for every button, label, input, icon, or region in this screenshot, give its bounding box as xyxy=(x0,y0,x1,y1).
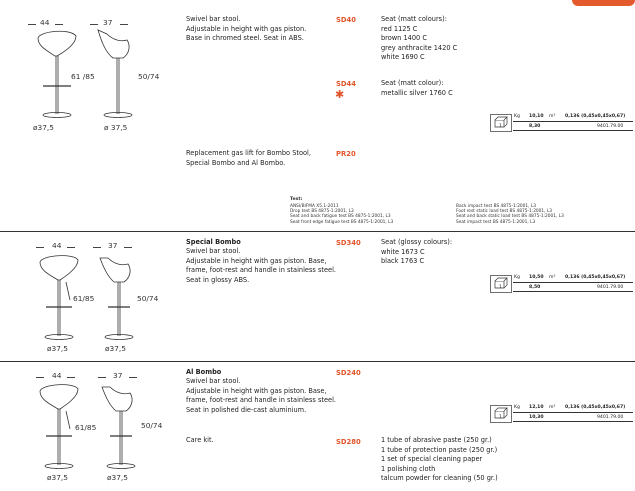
dim-height-left: 61/85 xyxy=(73,294,95,303)
tests-list: ANSI/BIFMA X5.1-2011 Drop test BS 4875-1:2001, L3 Seat and back fatigue test BS 4875-1:2001, L3 Seat front edge fatigue test BS 4875-1:2001, L3 xyxy=(290,204,394,225)
dim-height-left: 61/85 xyxy=(75,423,97,432)
dim-height-right: 50/74 xyxy=(137,294,159,303)
dim-width-left: 44 xyxy=(40,18,50,27)
section-divider xyxy=(0,361,635,362)
product-description: Swivel bar stool. Adjustable in height with gas piston. Base, frame, foot-rest and handle in stainless steel. Seat in glossy ABS. xyxy=(186,247,337,284)
product-title: Special Bombo xyxy=(186,238,241,246)
dim-base-left: ø37,5 xyxy=(47,344,68,353)
dim-base-left: ø37,5 xyxy=(47,473,68,482)
dim-width-right: 37 xyxy=(108,241,118,250)
product-code: SD280 xyxy=(336,438,361,446)
product-description: Swivel bar stool. Adjustable in height with gas piston. Base, frame, foot-rest and handle in stainless steel. Seat in polished die-cast aluminium. xyxy=(186,377,337,414)
product-code: SD340 xyxy=(336,239,361,247)
dim-height-right: 50/74 xyxy=(138,72,160,81)
finish-list: Seat (matt colours): red 1125 C brown 1400 C grey anthracite 1420 C white 1690 C xyxy=(381,15,458,62)
section-divider xyxy=(0,231,635,232)
asterisk-icon: ✱ xyxy=(335,88,345,101)
kit-contents-list: 1 tube of abrasive paste (250 gr.) 1 tube of protection paste (250 gr.) 1 set of special cleaning paper 1 polishing cloth talcum powder for cleaning (50 gr.) xyxy=(381,436,498,483)
dim-width-left: 44 xyxy=(52,241,62,250)
product-description: Swivel bar stool. Adjustable in height with gas piston. Base in chromed steel. Seat in ABS. xyxy=(186,15,307,43)
dim-width-right: 37 xyxy=(103,18,113,27)
tests-title: Test: xyxy=(290,197,303,202)
stool-drawing-front xyxy=(36,381,106,471)
finish-list: Seat (matt colour): metallic silver 1760 C xyxy=(381,79,453,97)
stool-drawing-front xyxy=(30,26,100,126)
product-code: SD44 xyxy=(336,80,356,88)
stool-drawing-side xyxy=(96,252,159,342)
logo-fragment xyxy=(572,0,635,6)
dim-base-left: ø37,5 xyxy=(33,123,54,132)
product-description: Replacement gas lift for Bombo Stool, Special Bombo and Al Bombo. xyxy=(186,149,311,167)
dim-width-right: 37 xyxy=(113,371,123,380)
dim-height-right: 50/74 xyxy=(141,421,163,430)
product-code: SD40 xyxy=(336,16,356,24)
dim-base-right: ø 37,5 xyxy=(104,123,128,132)
product-description: Care kit. xyxy=(186,436,214,444)
product-code: SD240 xyxy=(336,369,361,377)
product-code: PR20 xyxy=(336,150,356,158)
dim-base-right: ø37,5 xyxy=(107,473,128,482)
dim-height-left: 61 /85 xyxy=(71,72,95,81)
stool-drawing-side xyxy=(93,26,153,126)
dim-width-left: 44 xyxy=(52,371,62,380)
tests-list: Back impact test BS 4875-1:2001, L3 Foot rest static load test BS 4875-1:2001, L3 Seat and back static load test BS 4875-1:2001, L3 Seat impact test BS 4875-1:2001, L3 xyxy=(456,204,564,225)
product-title: Al Bombo xyxy=(186,368,222,376)
dim-base-right: ø37,5 xyxy=(105,344,126,353)
finish-list: Seat (glossy colours): white 1673 C black 1763 C xyxy=(381,238,453,266)
stool-drawing-side xyxy=(98,381,158,471)
